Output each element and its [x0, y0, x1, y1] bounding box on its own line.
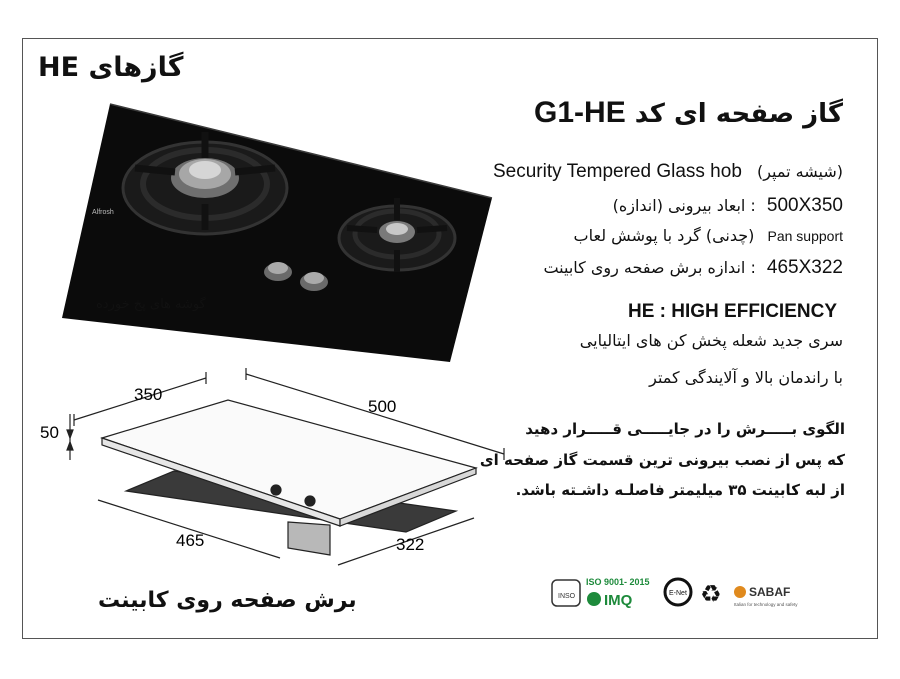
- spec-cut-label: : اندازه برش صفحه روی کابینت: [543, 258, 756, 277]
- spec-glass-fa: (شیشه تمپر): [756, 162, 843, 181]
- spec-cut-size: [543, 257, 843, 279]
- svg-text:♻: ♻: [700, 580, 722, 608]
- dim-cut-depth-label: 322: [396, 535, 425, 554]
- efficiency-line-2: با راندمان بالا و آلایندگی کمتر: [649, 368, 843, 387]
- inso-logo: [552, 580, 580, 606]
- product-title: [520, 96, 843, 130]
- certification-logos: [550, 574, 812, 610]
- dim-width-label: 500: [368, 397, 397, 416]
- spec-glass: [493, 161, 843, 183]
- spec-dimensions: [613, 195, 843, 217]
- svg-text:IMQ: IMQ: [604, 592, 633, 609]
- page-title: گازهای HE: [38, 52, 184, 83]
- spec-pan-support: [574, 226, 843, 245]
- cutout-diagram: [38, 360, 518, 580]
- svg-text:Italian for technology and saf: Italian for technology and safety: [734, 602, 798, 607]
- spec-dimensions-value: 500X350: [766, 195, 843, 216]
- dim-depth-label: 350: [134, 385, 163, 404]
- install-guide-line-1: الگوی بـــــرش را در جایـــــی قـــــرار دهید: [525, 420, 845, 438]
- iso-imq-logo: [586, 577, 650, 609]
- recycle-icon: [700, 580, 722, 608]
- install-guide-line-2: که پس از نصب بیرونی ترین قسمت گاز صفحه ای: [479, 451, 845, 469]
- spec-pan-support-fa: (چدنی) گرد با پوشش لعاب: [573, 226, 755, 245]
- spec-pan-support-en: Pan support: [767, 228, 843, 244]
- dim-height-label: 50: [40, 423, 59, 442]
- svg-text:E-Net: E-Net: [669, 590, 687, 597]
- svg-text:SABAF: SABAF: [749, 585, 791, 599]
- product-code: G1-HE: [534, 96, 626, 129]
- install-guide-line-3: از لبه کابینت ۳۵ میلیمتر فاصلـه داشـته باشد.: [515, 481, 845, 499]
- corner-note: گوشه های پخ خورده: [96, 297, 206, 312]
- spec-cut-value: 465X322: [766, 257, 843, 278]
- spec-glass-en: Security Tempered Glass hob: [493, 161, 742, 182]
- efficiency-heading: HE : HIGH EFFICIENCY: [627, 301, 837, 322]
- product-title-label: گاز صفحه ای کد: [634, 99, 843, 129]
- hob-image: [60, 100, 496, 364]
- brand-mark: Alfrosh: [92, 209, 114, 216]
- svg-text:ISO 9001- 2015: ISO 9001- 2015: [586, 577, 650, 587]
- enet-logo: [665, 579, 691, 605]
- sabaf-logo: [734, 585, 798, 607]
- dim-cut-width-label: 465: [176, 531, 205, 550]
- diagram-caption: برش صفحه روی کابینت: [98, 588, 357, 613]
- spec-dimensions-label: : ابعاد بیرونی (اندازه): [612, 196, 756, 215]
- svg-text:INSO: INSO: [558, 593, 576, 600]
- efficiency-line-1: سری جدید شعله پخش کن های ایتالیایی: [579, 331, 843, 350]
